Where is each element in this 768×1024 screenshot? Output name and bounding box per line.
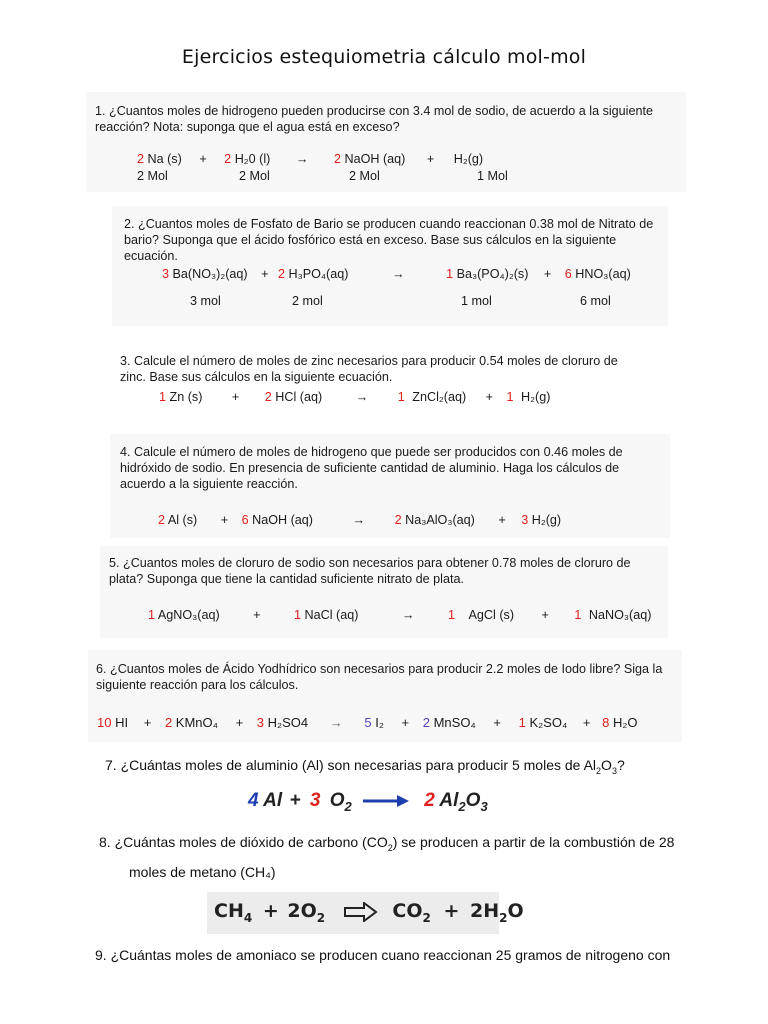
q8-sub: 2	[387, 842, 393, 853]
coef: 2	[277, 267, 285, 281]
species: 2O	[287, 900, 317, 922]
coef: 1	[518, 715, 526, 730]
question-8-equation	[214, 900, 524, 925]
species: O	[329, 790, 345, 811]
species: I₂	[375, 715, 384, 730]
sub: 2	[422, 910, 431, 925]
coef: 1	[294, 608, 302, 622]
species: NaCl (aq)	[304, 608, 359, 622]
species: H₂(g)	[453, 152, 484, 166]
coef: 2	[394, 513, 402, 527]
species: H₂(g)	[521, 390, 551, 404]
plus: +	[498, 513, 506, 527]
question-1-mol-4: 1 Mol	[477, 169, 508, 183]
arrow: →	[355, 390, 369, 404]
q8-text-a: 8. ¿Cuántas moles de dióxido de carbono (CO	[99, 834, 388, 850]
coef: 3	[256, 715, 265, 730]
coef: 1	[148, 608, 156, 622]
coef: 2	[422, 715, 430, 730]
q7-sub: 3	[611, 765, 617, 776]
plus: +	[541, 608, 549, 622]
species: Ba₃(PO₄)₂(s)	[456, 267, 529, 281]
coef: 1	[159, 390, 167, 404]
species: AgNO₃(aq)	[157, 608, 220, 622]
question-5-text: 5. ¿Cuantos moles de cloruro de sodio son necesarios para obtener 0.78 moles de cloruro de plata? Suponga que tiene la cantidad suficiente nitrato de plata.	[109, 556, 631, 586]
species: HI	[115, 715, 129, 730]
question-7-text	[105, 755, 625, 775]
species: CO	[392, 900, 423, 922]
question-2-text: 2. ¿Cuantos moles de Fosfato de Bario se producen cuando reaccionan 0.38 mol de Nitrato de bario? Suponga que el ácido fosfórico está en exceso. Base sus cálculos en la siguiente ecuación.	[124, 217, 654, 263]
sub: 2	[316, 910, 326, 925]
coef: 2	[137, 152, 145, 166]
coef: 3	[162, 267, 170, 281]
sub: 3	[480, 798, 488, 814]
plus: +	[485, 390, 494, 404]
arrow: →	[401, 608, 415, 622]
arrow-right-icon	[363, 794, 409, 808]
plus: +	[220, 513, 229, 527]
question-3-equation	[159, 390, 550, 404]
arrow: →	[329, 715, 343, 730]
question-4-equation	[158, 513, 561, 527]
coef: 6	[241, 513, 249, 527]
question-9-text: 9. ¿Cuántas moles de amoniaco se producen cuano reaccionan 25 gramos de nitrogeno con	[95, 947, 671, 963]
question-2-equation	[162, 267, 631, 281]
plus: +	[143, 715, 152, 730]
plus: +	[261, 267, 269, 281]
plus: +	[235, 715, 244, 730]
coef: 1	[446, 267, 454, 281]
species: NaNO₃(aq)	[588, 608, 652, 622]
coef: 2	[224, 152, 232, 166]
question-2-mol-4: 6 mol	[580, 294, 611, 308]
coef: 8	[602, 715, 610, 730]
arrow: →	[352, 513, 366, 527]
species: MnSO₄	[433, 715, 476, 730]
species: HCl (aq)	[275, 390, 323, 404]
question-2-mol-3: 1 mol	[461, 294, 492, 308]
coef: 1	[574, 608, 582, 622]
coef: 2	[333, 152, 341, 166]
coef: 5	[364, 715, 372, 730]
hollow-arrow-icon	[344, 902, 378, 922]
question-1-mol-3: 2 Mol	[349, 169, 380, 183]
species: H₂(g)	[531, 513, 562, 527]
q8-text-b: ) se producen a partir de la combustión de 28	[392, 834, 675, 850]
question-1-equation	[137, 152, 483, 166]
coef: 2	[424, 790, 435, 811]
coef: 2	[158, 513, 166, 527]
question-2-mol-2: 2 mol	[292, 294, 323, 308]
coef: 1	[448, 608, 456, 622]
coef: 6	[564, 267, 572, 281]
coef: 10	[97, 715, 112, 730]
question-1-text: 1. ¿Cuantos moles de hidrogeno pueden producirse con 3.4 mol de sodio, de acuerdo a la siguiente reacción? Nota: suponga que el agua está en exceso?	[95, 104, 653, 134]
sub: 4	[243, 910, 253, 925]
sub: 2	[458, 798, 466, 814]
plus: +	[582, 715, 591, 730]
species: 2H	[470, 900, 500, 922]
plus: +	[199, 152, 207, 166]
species: CH	[214, 900, 244, 922]
q7-text-c: ?	[616, 757, 625, 773]
plus: +	[289, 790, 301, 811]
species: AgCl (s)	[468, 608, 515, 622]
question-5-equation	[148, 608, 651, 622]
arrow: →	[391, 267, 405, 281]
question-3-text: 3. Calcule el número de moles de zinc necesarios para producir 0.54 moles de cloruro de zinc. Base sus cálculos en la siguiente ecuación.	[120, 354, 618, 384]
species: Na (s)	[147, 152, 182, 166]
plus: +	[262, 900, 279, 922]
sub: 2	[344, 798, 352, 814]
question-4-text: 4. Calcule el número de moles de hidrogeno que puede ser producidos con 0.46 moles de hidróxido de sodio. En presencia de suficiente cantidad de aluminio. Haga los cálculos de acuerdo a la siguiente reacción.	[120, 445, 623, 491]
species: K₂SO₄	[529, 715, 568, 730]
species: Al	[263, 790, 283, 811]
q7-text-b: O	[601, 757, 612, 773]
coef: 3	[309, 790, 321, 811]
coef: 1	[397, 390, 405, 404]
question-8-text	[99, 832, 674, 852]
species: H₃PO₄(aq)	[288, 267, 349, 281]
species: O	[465, 790, 481, 811]
species: H₂0 (l)	[234, 152, 271, 166]
question-7-equation	[248, 790, 488, 812]
species: Zn (s)	[169, 390, 203, 404]
coef: 3	[521, 513, 529, 527]
question-2-mol-1: 3 mol	[190, 294, 221, 308]
question-8-text-line2: moles de metano (CH₄)	[129, 864, 276, 880]
species: Ba(NO₃)₂(aq)	[172, 267, 248, 281]
plus: +	[426, 152, 435, 166]
coef: 2	[164, 715, 173, 730]
species: KMnO₄	[175, 715, 218, 730]
arrow: →	[295, 152, 309, 166]
page-title: Ejercicios estequiometria cálculo mol-mol	[181, 46, 587, 68]
plus: +	[443, 900, 460, 922]
species: ZnCl₂(aq)	[412, 390, 467, 404]
plus: +	[253, 608, 261, 622]
species: Al (s)	[167, 513, 198, 527]
plus: +	[401, 715, 410, 730]
plus: +	[493, 715, 501, 730]
plus: +	[543, 267, 552, 281]
species: Al	[439, 790, 459, 811]
sub: 2	[499, 910, 508, 925]
coef: 1	[506, 390, 514, 404]
question-1-mol-1: 2 Mol	[137, 169, 168, 183]
species: NaOH (aq)	[344, 152, 406, 166]
question-1-mol-2: 2 Mol	[239, 169, 270, 183]
coef: 2	[264, 390, 272, 404]
q7-sub: 2	[596, 765, 602, 776]
plus: +	[231, 390, 240, 404]
coef: 4	[248, 790, 259, 811]
question-6-equation	[97, 715, 638, 730]
species: H₂SO4	[267, 715, 309, 730]
species: Na₃AlO₃(aq)	[405, 513, 475, 527]
species: NaOH (aq)	[252, 513, 313, 527]
question-6-text: 6. ¿Cuantos moles de Ácido Yodhídrico son necesarios para producir 2.2 moles de Iodo libre? Siga la siguiente reacción para los cálculos.	[96, 662, 663, 692]
q7-text-a: 7. ¿Cuántas moles de aluminio (Al) son necesarias para producir 5 moles de Al	[105, 757, 597, 773]
species: H₂O	[612, 715, 638, 730]
species: O	[507, 900, 524, 922]
species: HNO₃(aq)	[575, 267, 631, 281]
